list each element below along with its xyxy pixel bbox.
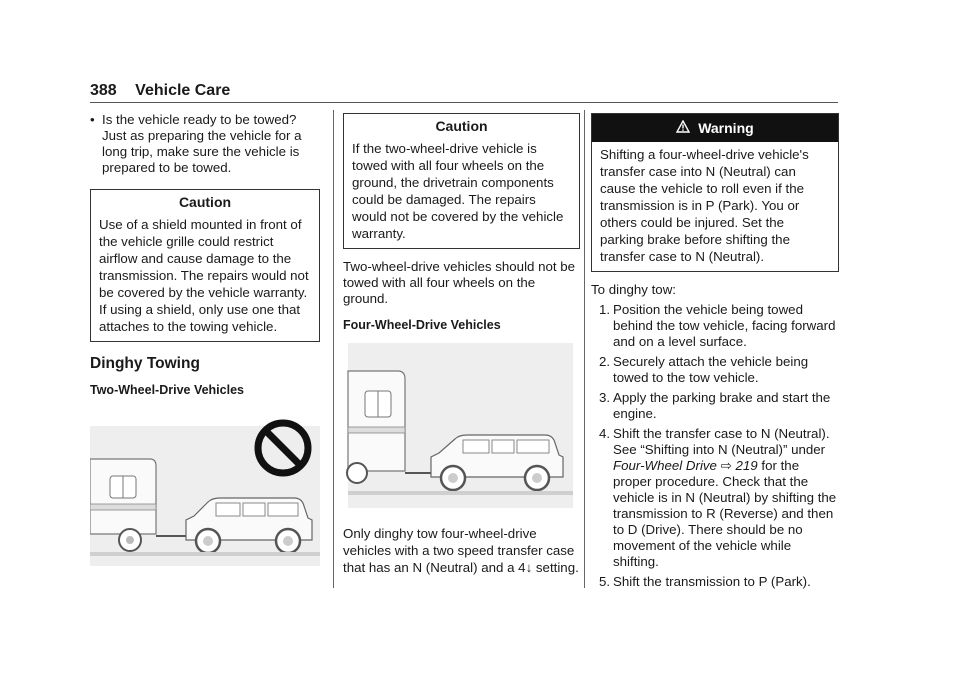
- step-number: 1.: [599, 302, 611, 317]
- step-text-cont: for the proper procedure. Check that the vehicle is in N (Neutral) by shifting the transmission to R (Reverse) and then to D (Drive). There should be no movement of the vehicle while shifting.: [613, 458, 837, 569]
- step-number: 4.: [599, 426, 611, 441]
- step-text: Apply the parking brake and start the engine.: [613, 390, 831, 421]
- towing-illustration: [343, 341, 573, 511]
- cross-reference-link[interactable]: Four-Wheel Drive: [613, 458, 717, 473]
- column-left: [90, 108, 320, 570]
- section-heading: Dinghy Towing: [90, 355, 200, 372]
- step-number: 5.: [599, 574, 611, 589]
- list-item: [591, 302, 839, 350]
- step-text: Position the vehicle being towed behind the tow vehicle, facing forward and on a level surface.: [613, 302, 836, 349]
- step-text: Shift the transmission to P (Park).: [613, 574, 811, 589]
- subheading: Two-Wheel-Drive Vehicles: [90, 383, 244, 397]
- two-wheel-drive-illustration: [90, 406, 320, 570]
- caution-box: [343, 113, 580, 249]
- page-number: 388: [90, 82, 117, 99]
- list-item: [591, 354, 839, 386]
- caution-body: Use of a shield mounted in front of the vehicle grille could restrict airflow and cause damage to the transmission. The repairs would not be covered by the vehicle warranty. If using a shield, only use one that attaches to the towing vehicle.: [99, 217, 309, 334]
- paragraph: Two-wheel-drive vehicles should not be towed with all four wheels on the ground.: [343, 259, 576, 306]
- warning-title: Warning: [698, 120, 754, 136]
- paragraph: To dinghy tow:: [591, 282, 677, 297]
- warning-triangle-icon: [676, 120, 690, 136]
- list-item: [591, 390, 839, 422]
- bullet-text: Is the vehicle ready to be towed? Just as preparing the vehicle for a long trip, make sure the vehicle is prepared to be towed.: [102, 112, 302, 175]
- caution-box: [90, 189, 320, 342]
- column-divider: [584, 110, 585, 588]
- warning-header: [592, 114, 838, 142]
- subheading: Four-Wheel-Drive Vehicles: [343, 318, 501, 332]
- step-number: 3.: [599, 390, 611, 405]
- page-header: [90, 82, 230, 100]
- page-ref-number[interactable]: 219: [735, 458, 758, 473]
- towing-illustration: [90, 406, 320, 566]
- column-right: [591, 108, 839, 590]
- list-item: [591, 426, 839, 570]
- section-title: Vehicle Care: [135, 82, 231, 99]
- step-number: 2.: [599, 354, 611, 369]
- bullet-icon: •: [90, 112, 95, 127]
- caution-body: If the two-wheel-drive vehicle is towed with all four wheels on the ground, the drivetrain components could be damaged. The repairs would not be covered by the vehicle warranty.: [352, 141, 564, 241]
- list-item: [90, 112, 320, 176]
- step-text: Shift the transfer case to N (Neutral). See “Shifting into N (Neutral)” under: [613, 426, 830, 457]
- four-wheel-drive-illustration: [343, 341, 580, 515]
- warning-box: [591, 113, 839, 272]
- column-middle: [343, 108, 580, 576]
- caution-title: Caution: [178, 194, 232, 210]
- caution-title: Caution: [435, 118, 488, 134]
- warning-body: Shifting a four-wheel-drive vehicle's transfer case into N (Neutral) can cause the vehicle to roll even if the transmission is in P (Park). You or others could be injured. Set the parking brake before shifting the transfer case to N (Neutral).: [600, 147, 809, 264]
- list-item: [591, 574, 839, 590]
- paragraph: Only dinghy tow four-wheel-drive vehicles with a two speed transfer case that has an N (Neutral) and a 4↓ setting.: [343, 526, 579, 575]
- page-ref-icon: ⇨: [720, 458, 732, 473]
- step-list: [591, 302, 839, 590]
- header-rule: [90, 102, 838, 103]
- step-text: Securely attach the vehicle being towed to the tow vehicle.: [613, 354, 809, 385]
- column-divider: [333, 110, 334, 588]
